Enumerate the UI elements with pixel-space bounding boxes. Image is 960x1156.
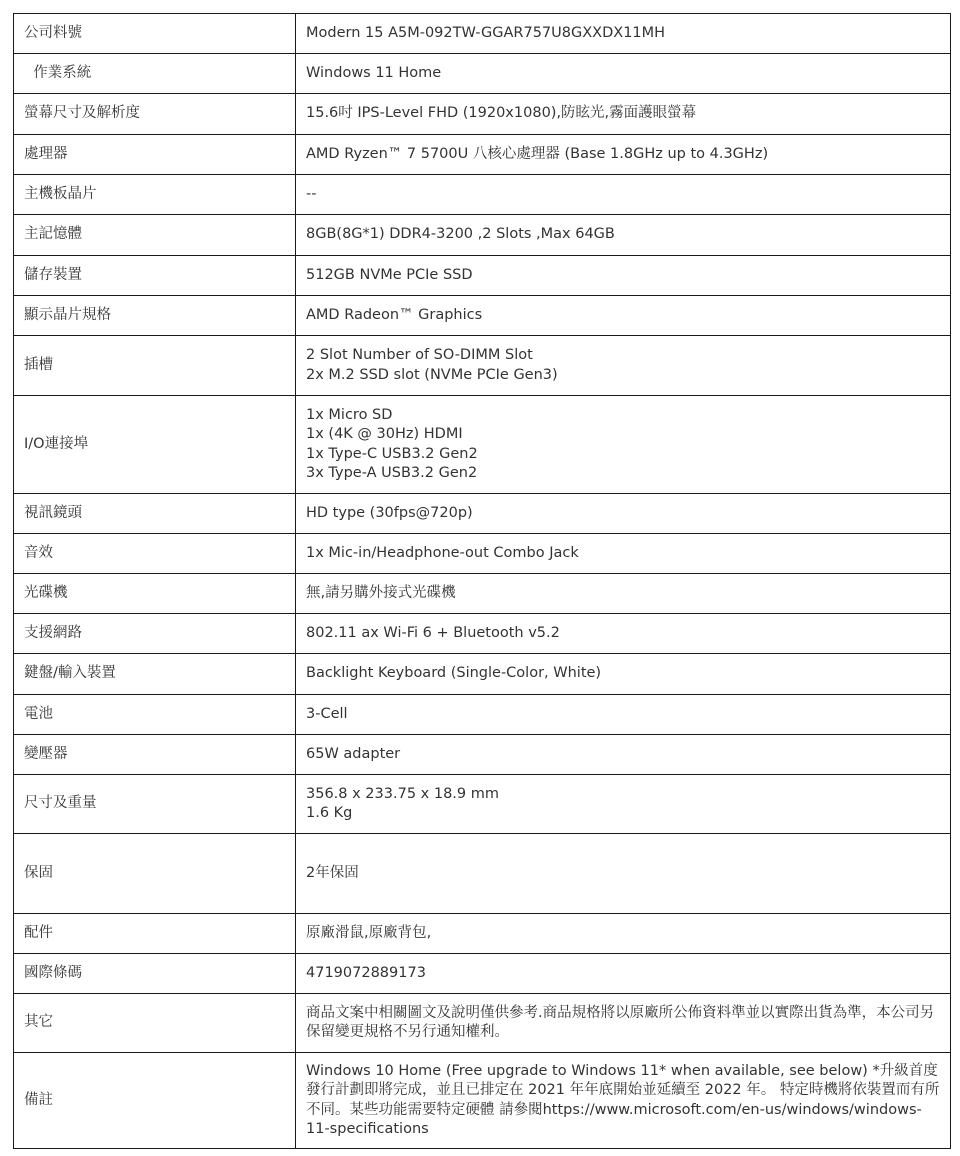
table-row	[14, 534, 951, 574]
spec-label-audio: 音效	[14, 534, 296, 574]
spec-table-body	[14, 14, 951, 1149]
table-row	[14, 296, 951, 336]
table-row	[14, 954, 951, 994]
spec-label-barcode: 國際條碼	[14, 954, 296, 994]
spec-value-storage: 512GB NVMe PCIe SSD	[296, 256, 951, 296]
spec-value-audio: 1x Mic-in/Headphone-out Combo Jack	[296, 534, 951, 574]
spec-label-webcam: 視訊鏡頭	[14, 494, 296, 534]
spec-label-battery: 電池	[14, 695, 296, 735]
spec-label-keyboard: 鍵盤/輸入裝置	[14, 654, 296, 695]
table-row	[14, 994, 951, 1053]
table-row	[14, 54, 951, 94]
spec-label-memory: 主記憶體	[14, 215, 296, 256]
spec-value-keyboard: Backlight Keyboard (Single-Color, White)	[296, 654, 951, 695]
spec-value-cpu: AMD Ryzen™ 7 5700U 八核心處理器 (Base 1.8GHz up to 4.3GHz)	[296, 135, 951, 175]
spec-value-graphics: AMD Radeon™ Graphics	[296, 296, 951, 336]
spec-label-adapter: 變壓器	[14, 735, 296, 775]
spec-table	[13, 13, 951, 1149]
table-row	[14, 614, 951, 654]
spec-label-other: 其它	[14, 994, 296, 1053]
spec-label-storage: 儲存裝置	[14, 256, 296, 296]
spec-value-notes: Windows 10 Home (Free upgrade to Windows 11* when available, see below) *升級首度發行計劃即將完成，並且已排定在 2021 年年底開始並延續至 2022 年。 特定時機將依裝置而有所不同。某些功能需要特定硬體 請參閱https://www.microsoft.com/en-us/windows/windows-11-specifications	[296, 1053, 951, 1149]
spec-value-dimensions: 356.8 x 233.75 x 18.9 mm 1.6 Kg	[296, 775, 951, 834]
spec-value-adapter: 65W adapter	[296, 735, 951, 775]
spec-label-os: 作業系統	[14, 54, 296, 94]
spec-value-part-number: Modern 15 A5M-092TW-GGAR757U8GXXDX11MH	[296, 14, 951, 54]
spec-label-part-number: 公司料號	[14, 14, 296, 54]
table-row	[14, 494, 951, 534]
table-row	[14, 574, 951, 614]
table-row	[14, 256, 951, 296]
spec-value-io-ports: 1x Micro SD 1x (4K @ 30Hz) HDMI 1x Type-C USB3.2 Gen2 3x Type-A USB3.2 Gen2	[296, 396, 951, 494]
spec-value-barcode: 4719072889173	[296, 954, 951, 994]
spec-value-optical-drive: 無,請另購外接式光碟機	[296, 574, 951, 614]
spec-label-cpu: 處理器	[14, 135, 296, 175]
spec-label-accessories: 配件	[14, 914, 296, 954]
table-row	[14, 654, 951, 695]
table-row	[14, 94, 951, 135]
spec-value-chipset: --	[296, 175, 951, 215]
spec-value-os: Windows 11 Home	[296, 54, 951, 94]
spec-value-warranty: 2年保固	[296, 834, 951, 914]
spec-label-display: 螢幕尺寸及解析度	[14, 94, 296, 135]
table-row	[14, 834, 951, 914]
spec-value-slots: 2 Slot Number of SO-DIMM Slot 2x M.2 SSD slot (NVMe PCIe Gen3)	[296, 336, 951, 396]
spec-label-chipset: 主機板晶片	[14, 175, 296, 215]
spec-label-graphics: 顯示晶片規格	[14, 296, 296, 336]
spec-value-battery: 3-Cell	[296, 695, 951, 735]
table-row	[14, 215, 951, 256]
table-row	[14, 175, 951, 215]
table-row	[14, 1053, 951, 1149]
spec-label-warranty: 保固	[14, 834, 296, 914]
spec-value-accessories: 原廠滑鼠,原廠背包,	[296, 914, 951, 954]
table-row	[14, 396, 951, 494]
spec-value-other: 商品文案中相關圖文及說明僅供參考.商品規格將以原廠所公佈資料準並以實際出貨為準，本公司另保留變更規格不另行通知權利。	[296, 994, 951, 1053]
spec-value-display: 15.6吋 IPS-Level FHD (1920x1080),防眩光,霧面護眼螢幕	[296, 94, 951, 135]
table-row	[14, 775, 951, 834]
spec-label-notes: 備註	[14, 1053, 296, 1149]
table-row	[14, 914, 951, 954]
table-row	[14, 135, 951, 175]
spec-value-webcam: HD type (30fps@720p)	[296, 494, 951, 534]
spec-label-optical-drive: 光碟機	[14, 574, 296, 614]
table-row	[14, 14, 951, 54]
table-row	[14, 735, 951, 775]
spec-label-network: 支援網路	[14, 614, 296, 654]
spec-label-slots: 插槽	[14, 336, 296, 396]
spec-value-network: 802.11 ax Wi-Fi 6 + Bluetooth v5.2	[296, 614, 951, 654]
spec-label-io-ports: I/O連接埠	[14, 396, 296, 494]
spec-label-dimensions: 尺寸及重量	[14, 775, 296, 834]
spec-value-memory: 8GB(8G*1) DDR4-3200 ,2 Slots ,Max 64GB	[296, 215, 951, 256]
table-row	[14, 695, 951, 735]
table-row	[14, 336, 951, 396]
